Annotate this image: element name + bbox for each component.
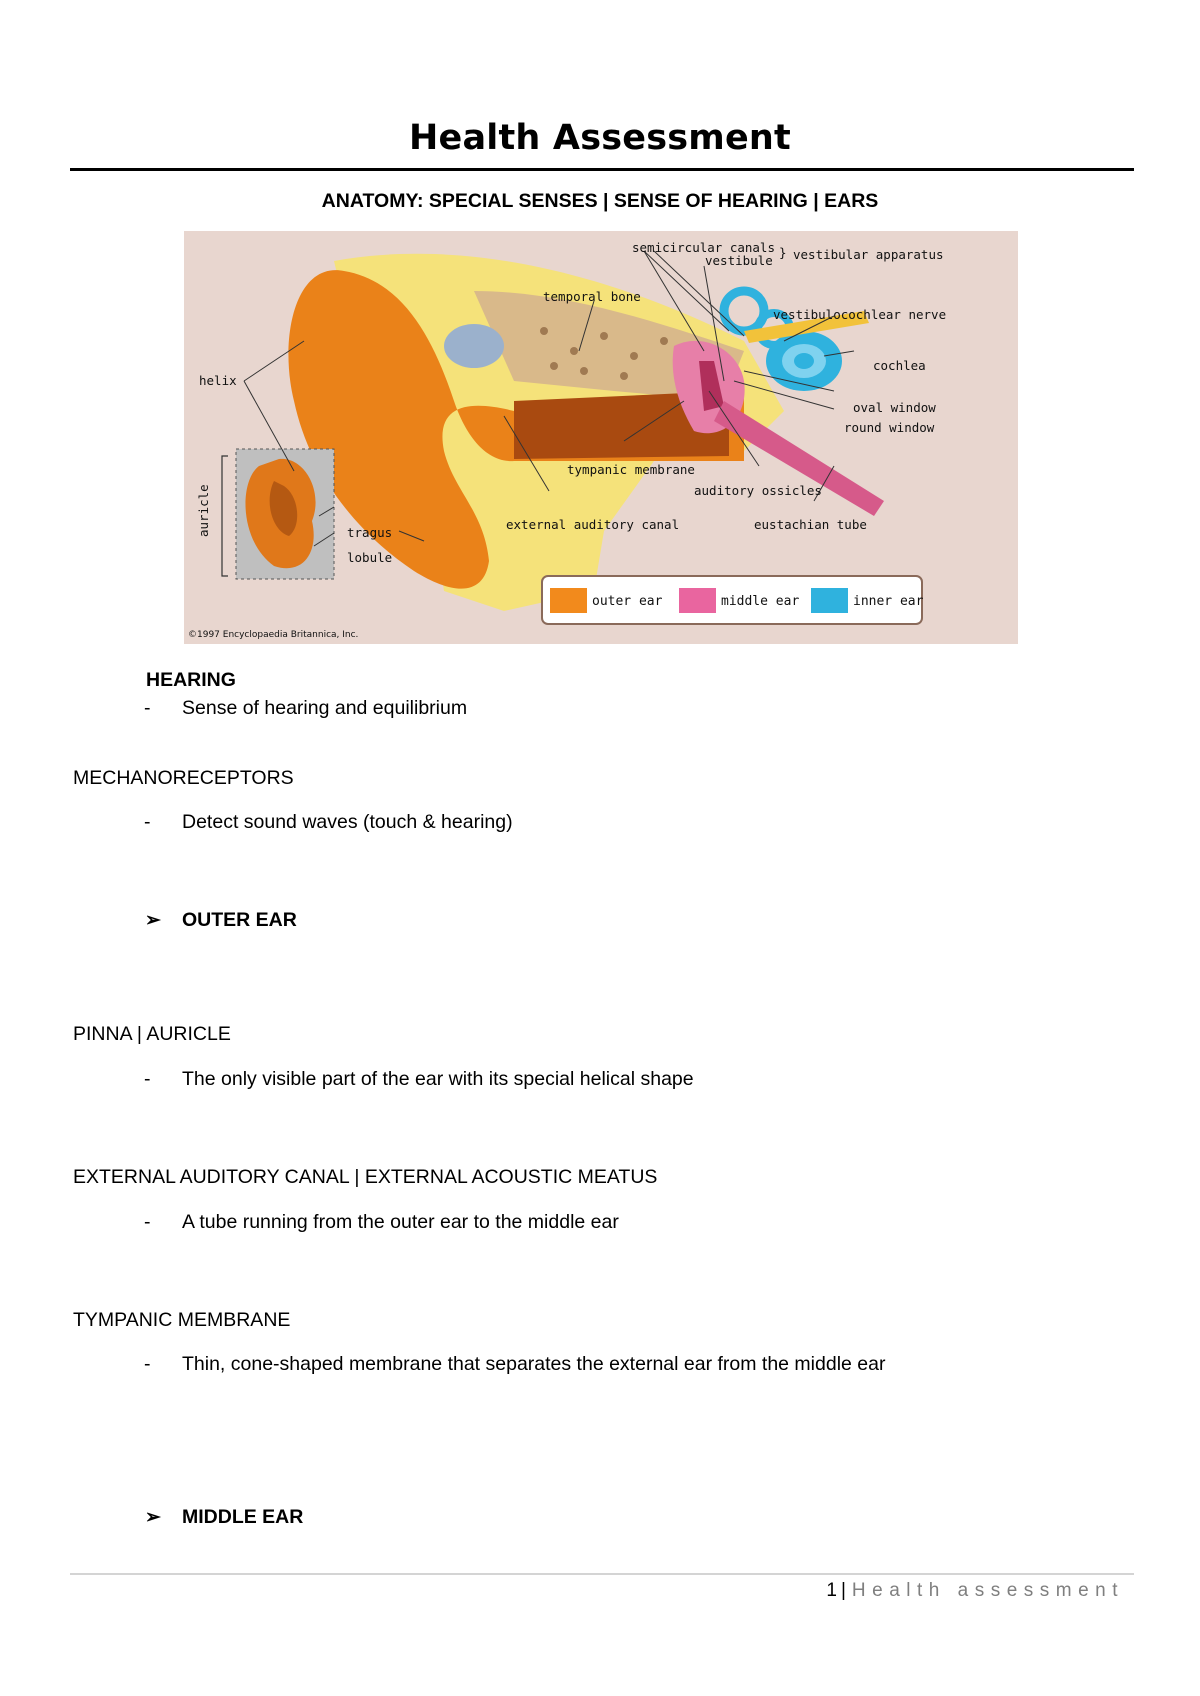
canal-heading: EXTERNAL AUDITORY CANAL | EXTERNAL ACOUSTIC MEATUS — [73, 1166, 658, 1188]
pinna-bullet: The only visible part of the ear with its special helical shape — [182, 1068, 694, 1090]
bullet-dash: - — [144, 1068, 151, 1090]
footer-label: Health assessment — [851, 1580, 1124, 1601]
legend-swatch-inner — [811, 588, 848, 613]
bullet-dash: - — [144, 811, 151, 833]
legend-swatch-outer — [550, 588, 587, 613]
arrow-bullet-icon: ➢ — [145, 910, 161, 931]
footer-divider — [70, 1573, 1134, 1575]
tympanic-bullet: Thin, cone-shaped membrane that separates the external ear from the middle ear — [182, 1353, 886, 1375]
semicircular-canals-label: semicircular canals — [632, 240, 775, 255]
copyright-text: ©1997 Encyclopaedia Britannica, Inc. — [188, 630, 359, 640]
legend-outer-label: outer ear — [592, 594, 663, 609]
lobule-label: lobule — [347, 550, 393, 565]
hearing-heading: HEARING — [146, 669, 236, 691]
temporal-bone-label: temporal bone — [543, 289, 641, 304]
page-footer — [826, 1580, 1124, 1602]
tympanic-heading: TYMPANIC MEMBRANE — [73, 1309, 291, 1331]
bone-cavity — [444, 324, 504, 368]
title-divider — [70, 168, 1134, 171]
vestibular-brace: } — [779, 245, 787, 260]
external-auditory-canal-label: external auditory canal — [506, 517, 680, 532]
footer-separator: | — [840, 1580, 846, 1601]
outer-ear-heading: OUTER EAR — [182, 909, 297, 931]
tympanic-membrane-label: tympanic membrane — [567, 462, 695, 477]
hearing-bullet: Sense of hearing and equilibrium — [182, 697, 468, 719]
vestibular-apparatus-label: vestibular apparatus — [793, 247, 944, 262]
mechanoreceptors-bullet: Detect sound waves (touch & hearing) — [182, 811, 513, 833]
legend-swatch-middle — [679, 588, 716, 613]
ear-anatomy-figure — [184, 231, 1018, 644]
middle-ear-heading: MIDDLE EAR — [182, 1506, 304, 1528]
vestibulocochlear-nerve-label: vestibulocochlear nerve — [773, 307, 947, 322]
legend-middle-label: middle ear — [721, 594, 800, 609]
eustachian-tube-label: eustachian tube — [754, 517, 867, 532]
pinna-heading: PINNA | AURICLE — [73, 1023, 231, 1045]
mechanoreceptors-heading: MECHANORECEPTORS — [73, 767, 294, 789]
oval-window-label: oval window — [853, 400, 936, 415]
bullet-dash: - — [144, 1353, 151, 1375]
page-title: Health Assessment — [409, 118, 791, 158]
vestibule-label: vestibule — [705, 253, 773, 268]
canal-bullet: A tube running from the outer ear to the middle ear — [182, 1211, 619, 1233]
bullet-dash: - — [144, 1211, 151, 1233]
bullet-dash: - — [144, 697, 151, 719]
tragus-label: tragus — [347, 525, 393, 540]
cochlea-label: cochlea — [873, 358, 926, 373]
legend-inner-label: inner ear — [853, 594, 924, 609]
page-number: 1 — [826, 1580, 837, 1601]
arrow-bullet-icon: ➢ — [145, 1507, 161, 1528]
round-window-label: round window — [844, 420, 935, 435]
auditory-ossicles-label: auditory ossicles — [694, 483, 822, 498]
page-subtitle: ANATOMY: SPECIAL SENSES | SENSE OF HEARING | EARS — [321, 190, 879, 212]
auricle-label: auricle — [196, 484, 211, 537]
helix-label: helix — [199, 373, 237, 388]
